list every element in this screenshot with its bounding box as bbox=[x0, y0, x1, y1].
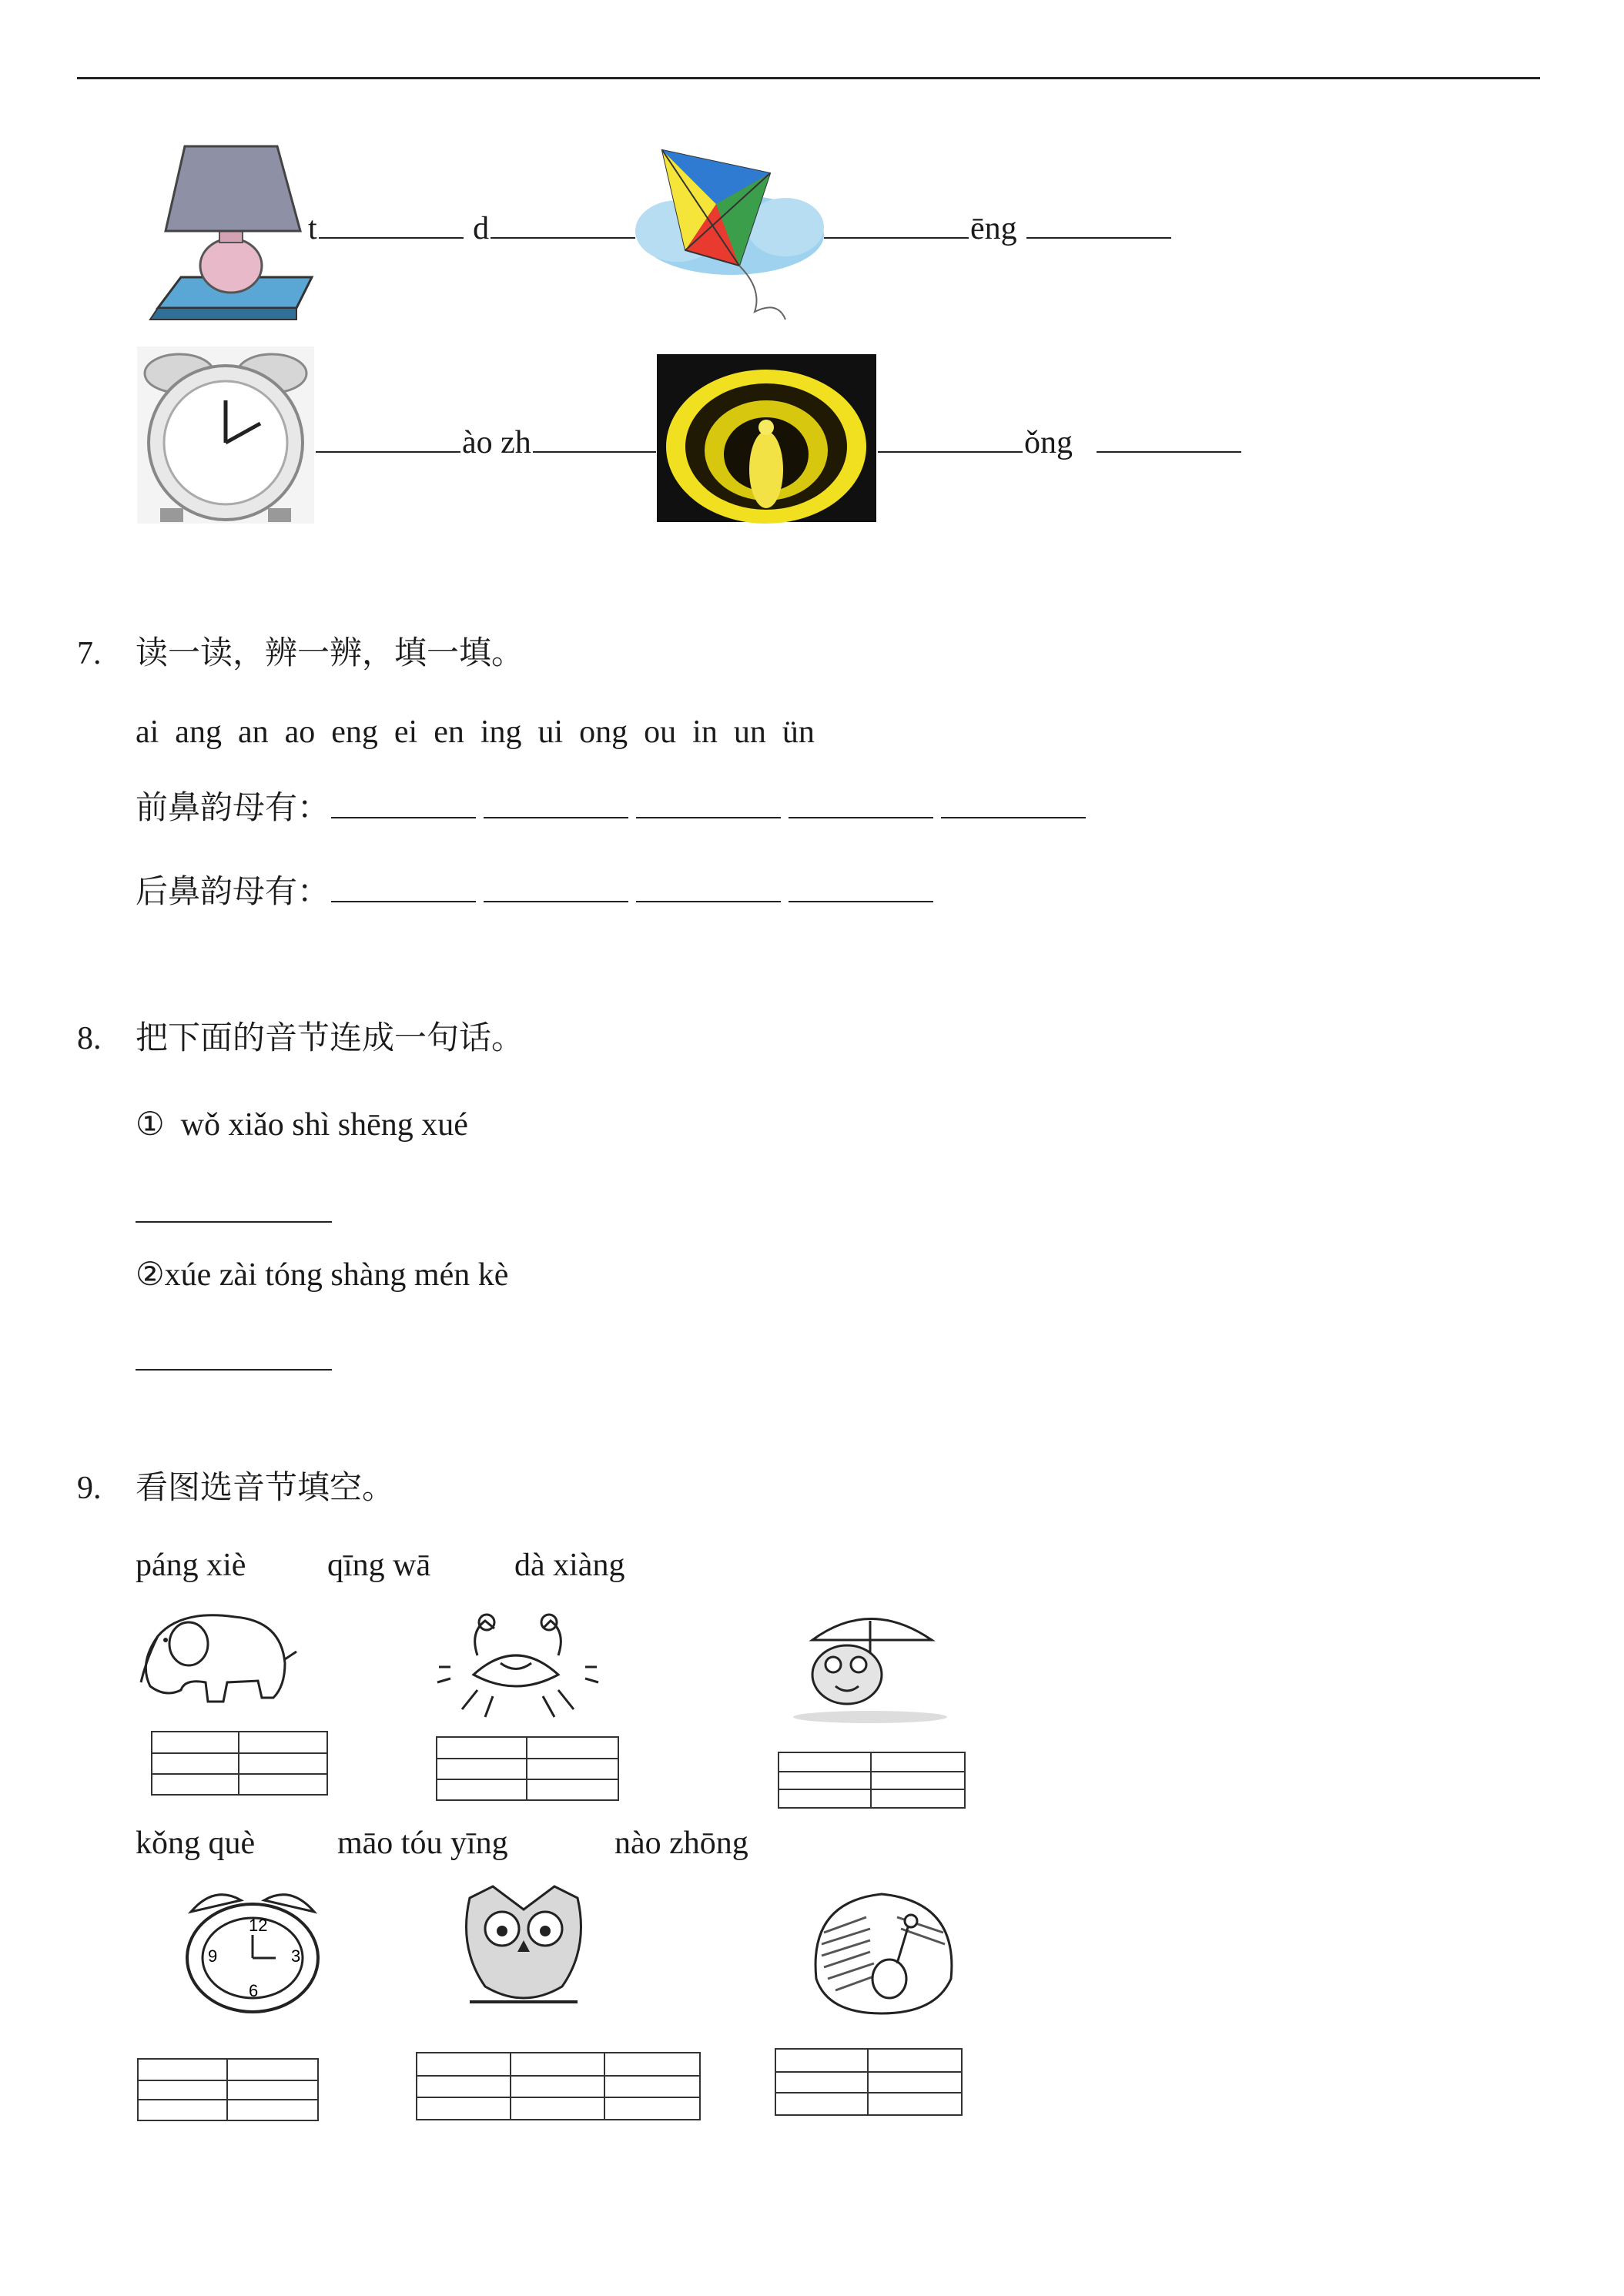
back-nasal-label: 后鼻韵母有： bbox=[136, 875, 330, 910]
answer-blank[interactable] bbox=[636, 873, 781, 902]
syllable-option: qīng wā bbox=[327, 1548, 431, 1583]
alarm-clock-icon bbox=[176, 1885, 330, 2020]
lamp-blank-1-prefix: t bbox=[308, 211, 317, 246]
answer-blank[interactable] bbox=[136, 1341, 332, 1371]
peacock-blank-suffix: ǒng bbox=[1024, 425, 1073, 460]
question-number: 7. bbox=[77, 636, 102, 671]
owl-icon bbox=[447, 1879, 601, 2017]
svg-text:9: 9 bbox=[208, 1946, 218, 1966]
answer-grid[interactable] bbox=[436, 1736, 619, 1801]
elephant-icon bbox=[135, 1605, 300, 1709]
question-title: 看图选音节填空。 bbox=[136, 1471, 395, 1506]
syllable-option: dà xiàng bbox=[514, 1548, 625, 1583]
answer-blank[interactable] bbox=[941, 789, 1086, 818]
frog-icon bbox=[785, 1602, 963, 1729]
answer-blank[interactable] bbox=[789, 789, 933, 818]
answer-blank[interactable] bbox=[331, 873, 476, 902]
answer-blank[interactable] bbox=[136, 1193, 332, 1223]
front-nasal-label: 前鼻韵母有： bbox=[136, 791, 330, 826]
answer-blank[interactable] bbox=[878, 423, 1023, 453]
peacock-icon bbox=[805, 1886, 963, 2017]
answer-grid[interactable] bbox=[151, 1731, 328, 1796]
question-title: 把下面的音节连成一句话。 bbox=[136, 1021, 524, 1056]
answer-blank[interactable] bbox=[789, 873, 933, 902]
answer-blank[interactable] bbox=[319, 209, 464, 239]
answer-blank[interactable] bbox=[636, 789, 781, 818]
syllable-option: māo tóu yīng bbox=[337, 1826, 508, 1861]
peacock-icon bbox=[657, 354, 876, 522]
syllable-option: páng xiè bbox=[136, 1548, 246, 1583]
answer-blank[interactable] bbox=[533, 423, 656, 453]
answer-grid[interactable] bbox=[775, 2048, 963, 2116]
answer-grid[interactable] bbox=[137, 2058, 319, 2121]
question-number: 8. bbox=[77, 1021, 102, 1056]
question-title: 读一读，辨一辨，填一填。 bbox=[136, 636, 524, 671]
clock-blank-suffix: ào zh bbox=[462, 425, 531, 460]
answer-blank[interactable] bbox=[1026, 209, 1171, 239]
kite-icon bbox=[631, 135, 824, 323]
syllable-item: ① wǒ xiǎo shì shēng xué bbox=[136, 1107, 468, 1143]
answer-blank[interactable] bbox=[316, 423, 460, 453]
answer-blank[interactable] bbox=[484, 789, 628, 818]
lamp-icon bbox=[142, 139, 316, 320]
answer-blank[interactable] bbox=[484, 873, 628, 902]
answer-blank[interactable] bbox=[1097, 423, 1241, 453]
answer-blank[interactable] bbox=[824, 209, 969, 239]
syllable-item: ②xúe zài tóng shàng mén kè bbox=[136, 1257, 509, 1293]
svg-text:3: 3 bbox=[291, 1946, 301, 1966]
question-number: 9. bbox=[77, 1471, 102, 1506]
answer-blank[interactable] bbox=[491, 209, 635, 239]
lamp-blank-2-prefix: d bbox=[473, 211, 490, 246]
answer-blank[interactable] bbox=[331, 789, 476, 818]
svg-text:12: 12 bbox=[249, 1916, 268, 1935]
kite-blank-suffix: ēng bbox=[970, 211, 1017, 246]
finals-list: ai ang an ao eng ei en ing ui ong ou in un ün bbox=[136, 715, 815, 750]
alarm-clock-icon bbox=[137, 346, 314, 524]
syllable-option: nào zhōng bbox=[614, 1826, 748, 1861]
answer-grid[interactable] bbox=[778, 1752, 966, 1809]
svg-text:6: 6 bbox=[249, 1981, 259, 2000]
answer-grid[interactable] bbox=[416, 2052, 701, 2120]
header-rule bbox=[77, 77, 1540, 79]
syllable-option: kǒng què bbox=[136, 1826, 256, 1861]
crab-icon bbox=[431, 1605, 604, 1725]
